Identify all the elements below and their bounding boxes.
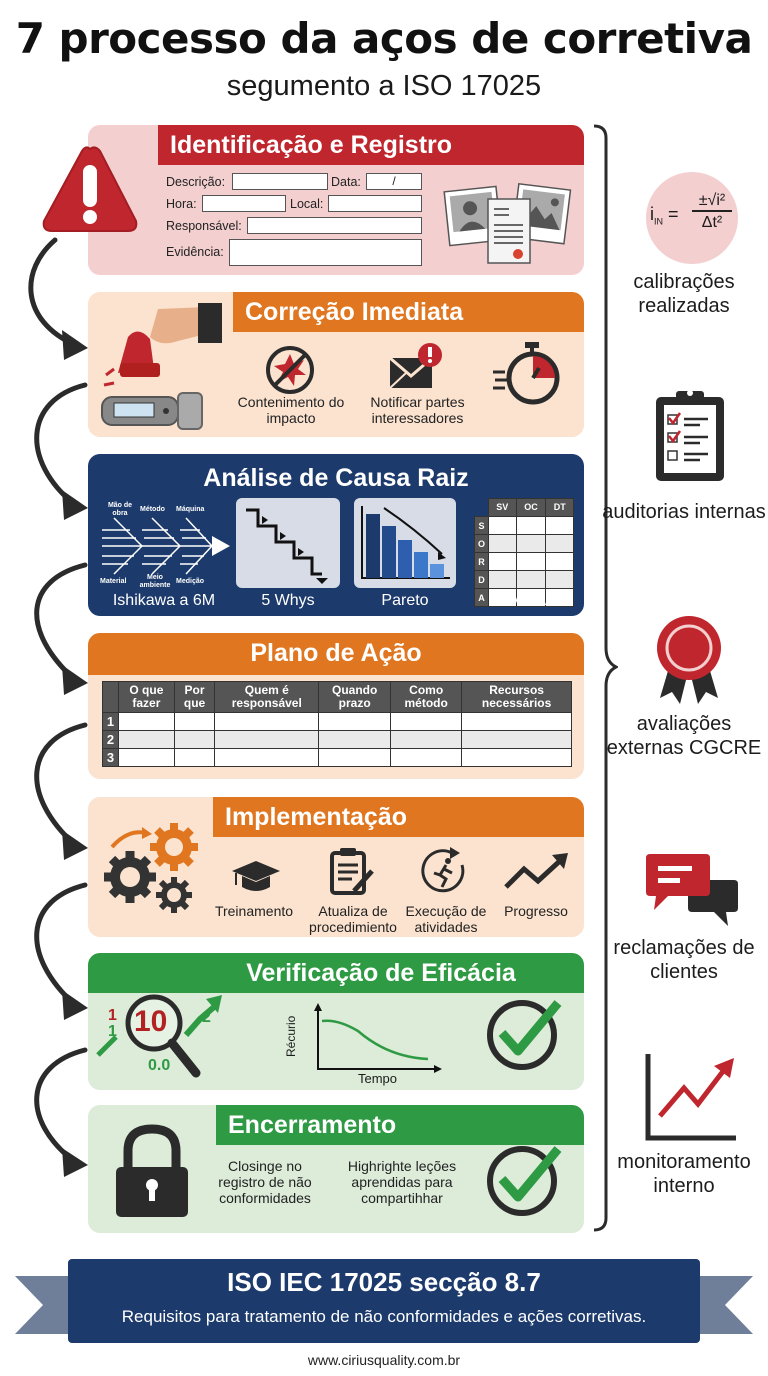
tool-pareto-label: Pareto (381, 592, 429, 609)
table-cell[interactable] (174, 731, 215, 749)
ishikawa-label-mao: Mão de obra (107, 502, 133, 517)
table-row (103, 731, 572, 749)
fmea-col: OC (516, 499, 546, 517)
evidencia-label: Evidência: (166, 245, 224, 259)
col-header: Por que (174, 682, 215, 713)
checkmark-circle-icon (484, 989, 568, 1073)
step-verificacao-card (88, 953, 584, 1090)
step-analise-card (88, 454, 584, 616)
gears-icon (98, 819, 208, 919)
tool-5whys-label: 5 Whys (261, 592, 315, 609)
local-label: Local: (290, 197, 324, 211)
ishikawa-label-medicao: Medição (176, 578, 205, 585)
step-identificacao-card (88, 125, 584, 275)
source-label-avaliacoes: avaliações externas CGCRE (606, 713, 762, 759)
step-encerramento-card (88, 1105, 584, 1233)
tool-fmea-label: FMEA (501, 592, 547, 609)
action-plan-table (102, 681, 572, 767)
highrighte-label: Highrighte leções aprendidas para compartihhar (347, 1158, 457, 1206)
col-header: Quem é responsável (215, 682, 319, 713)
table-cell[interactable] (319, 713, 391, 731)
table-row (103, 749, 572, 767)
col-header: O que fazer (119, 682, 175, 713)
table-cell[interactable] (391, 749, 462, 767)
responsavel-field[interactable] (247, 217, 422, 234)
photos-document-icon (443, 177, 573, 267)
table-cell[interactable] (319, 749, 391, 767)
ishikawa-label-material: Material (100, 578, 127, 585)
table-cell[interactable] (391, 731, 462, 749)
data-label: Data: (331, 175, 361, 189)
table-cell[interactable] (119, 749, 175, 767)
hora-field[interactable] (202, 195, 286, 212)
step-title: Correção Imediata (233, 292, 584, 332)
col-header: Como método (391, 682, 462, 713)
page-title: 7 processo da aços de corretiva (15, 14, 753, 63)
step-implementacao-card (88, 797, 584, 937)
col-header: Quando prazo (319, 682, 391, 713)
banner-title: ISO IEC 17025 secção 8.7 (227, 1267, 541, 1297)
row-number: 3 (103, 749, 119, 767)
banner-text: Requisitos para tratamento de não conformidades e ações corretivas. (121, 1307, 647, 1326)
clipboard-checklist-icon (652, 387, 732, 487)
clipboard-edit-icon (328, 845, 378, 897)
table-cell[interactable] (174, 713, 215, 731)
progresso-label: Progresso (504, 903, 568, 919)
row-number: 1 (103, 713, 119, 731)
stamp-device-icon (98, 297, 228, 432)
table-cell[interactable] (462, 713, 572, 731)
formula-icon (646, 172, 738, 264)
fmea-table (474, 498, 574, 607)
step-title: Plano de Ação (88, 633, 584, 675)
checkmark-circle-icon (484, 1135, 568, 1219)
table-cell[interactable] (119, 713, 175, 731)
chart-xlabel: Tempo (358, 1071, 398, 1086)
fmea-row: O (475, 535, 489, 553)
table-cell[interactable] (215, 749, 319, 767)
stopwatch-icon (493, 340, 563, 410)
descricao-field[interactable] (232, 173, 328, 190)
execucao-label: Execução de atividades (405, 903, 487, 935)
progress-trend-icon (504, 851, 570, 891)
pareto-chart-icon (354, 498, 456, 588)
ishikawa-label-meio: Meio ambiente (139, 574, 171, 589)
step-title: Identificação e Registro (158, 125, 584, 165)
notificar-label: Notificar partes interessadores (370, 394, 465, 426)
col-header: Recursos necessários (462, 682, 572, 713)
evidencia-field[interactable] (229, 239, 422, 266)
fmea-col: SV (489, 499, 517, 517)
source-label-auditorias: auditorias internas (602, 501, 766, 523)
local-field[interactable] (328, 195, 422, 212)
award-ribbon-icon (654, 614, 724, 706)
page-subtitle: segumento a ISO 17025 (226, 70, 542, 102)
source-label-reclamacoes: reclamações de clientes (613, 937, 755, 983)
hora-label: Hora: (166, 197, 197, 211)
table-cell[interactable] (215, 713, 319, 731)
contenimento-label: Contenimento do impacto (237, 394, 345, 426)
table-cell[interactable] (174, 749, 215, 767)
formula-sub: IN (654, 216, 663, 227)
formula-numerator: ±√i² (692, 192, 732, 212)
table-cell[interactable] (319, 731, 391, 749)
step-correcao-card (88, 292, 584, 437)
chart-ylabel: Récurio (284, 1015, 298, 1057)
table-cell[interactable] (119, 731, 175, 749)
fmea-row: R (475, 553, 489, 571)
step-title: Análise de Causa Raiz (203, 464, 469, 492)
closinge-label: Closinge no registro de não conformidades (218, 1158, 312, 1206)
five-whys-icon (236, 498, 340, 588)
fmea-row: S (475, 517, 489, 535)
step-title: Implementação (213, 797, 584, 837)
notification-envelope-icon (388, 340, 446, 392)
metric-bottom: 0.0 (148, 1057, 171, 1074)
chat-bubbles-icon (646, 852, 740, 928)
table-cell[interactable] (391, 713, 462, 731)
padlock-icon (112, 1123, 192, 1221)
table-cell[interactable] (462, 731, 572, 749)
metric-left-bottom: 1 (108, 1023, 117, 1040)
step-title: Verificação de Eficácia (88, 953, 584, 993)
graduation-cap-icon (230, 859, 282, 895)
standard-banner (68, 1259, 700, 1343)
contain-impact-icon (264, 344, 316, 396)
table-row (103, 713, 572, 731)
step-plano-card (88, 633, 584, 779)
trend-chart-icon (644, 1052, 738, 1142)
formula-lhs: $i_{IN}$ = (650, 204, 679, 227)
website-url[interactable]: www.ciriusquality.com.br (307, 1352, 461, 1368)
source-label-calibracoes: calibrações realizadas (633, 271, 735, 317)
atualiza-label: Atualiza de procedimiento (309, 903, 397, 935)
metric-left-top: 1 (108, 1007, 117, 1024)
metric-right: 2 (202, 1009, 211, 1026)
metric-big-value: 10 (134, 1005, 168, 1038)
fmea-row: D (475, 571, 489, 589)
table-cell[interactable] (462, 749, 572, 767)
row-number: 2 (103, 731, 119, 749)
fmea-col: DT (546, 499, 574, 517)
ishikawa-label-metodo: Método (140, 506, 165, 513)
data-field[interactable]: / (366, 173, 422, 190)
tool-ishikawa-label: Ishikawa a 6M (112, 592, 216, 609)
table-cell[interactable] (215, 731, 319, 749)
descricao-label: Descrição: (166, 175, 226, 189)
formula-var: i (650, 204, 654, 224)
fmea-row: A (475, 589, 489, 607)
step-title: Encerramento (216, 1105, 584, 1145)
treinamento-label: Treinamento (214, 903, 294, 919)
warning-triangle-icon (40, 143, 140, 235)
running-person-cycle-icon (420, 847, 470, 897)
responsavel-label: Responsável: (166, 219, 242, 233)
ishikawa-label-maquina: Máquina (176, 506, 205, 513)
formula-denominator: Δt² (701, 214, 723, 231)
source-label-monitoramento: monitoramento interno (617, 1151, 751, 1197)
